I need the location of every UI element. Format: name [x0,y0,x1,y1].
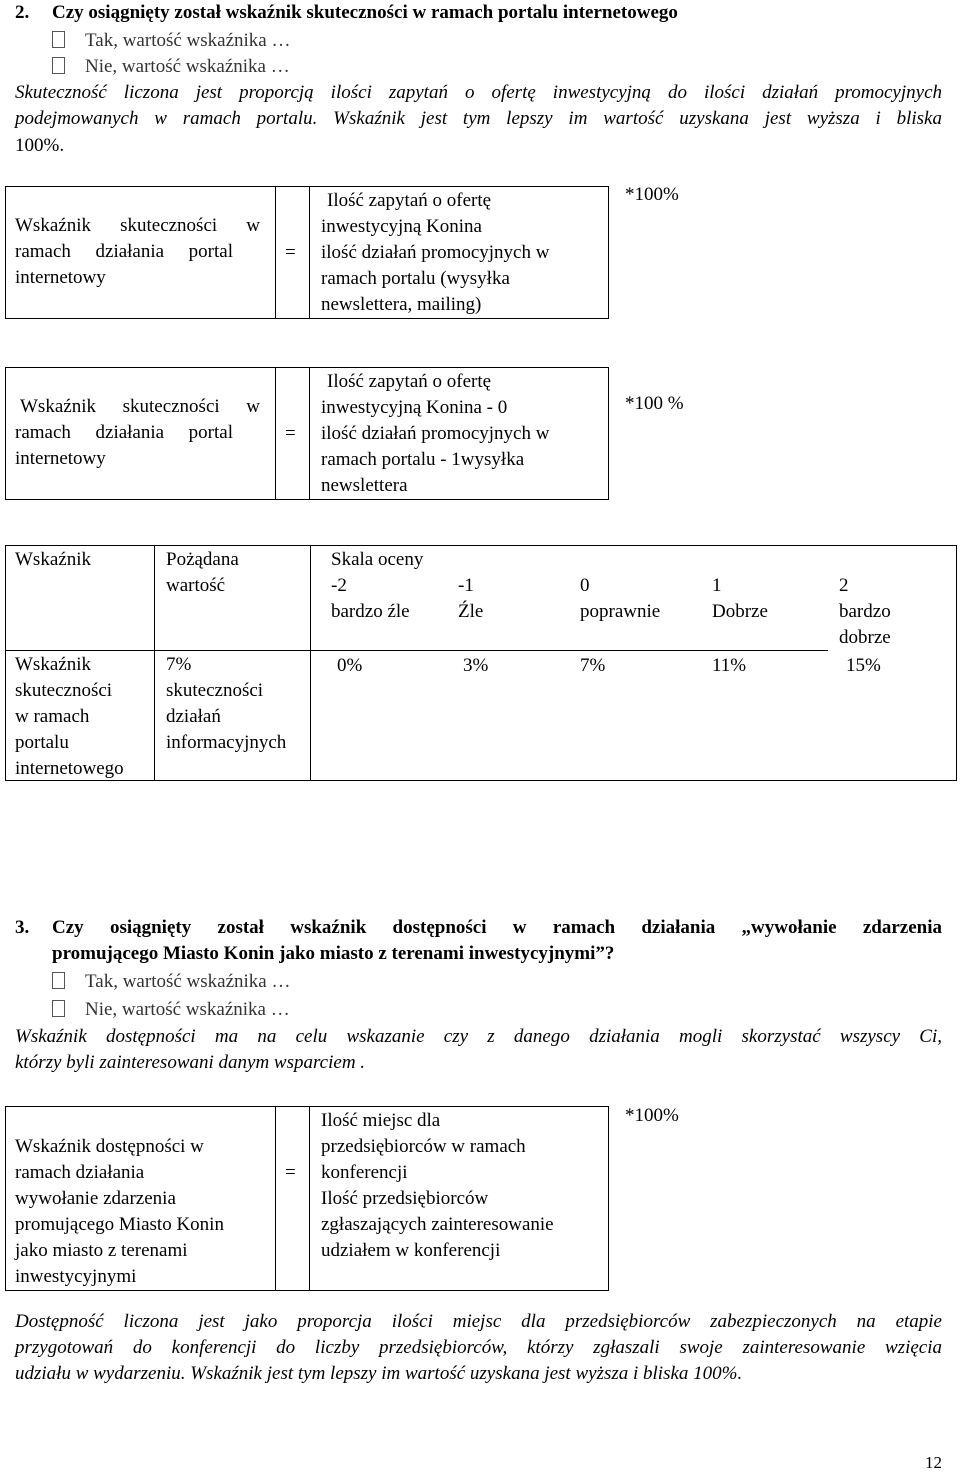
formula-3-right-line2: przedsiębiorców w ramach [321,1136,526,1157]
section-3-heading-line2: promującego Miasto Konin jako miasto z terenami inwestycyjnymi”? [52,943,615,964]
grade-label-2: bardzo dobrze [839,601,891,648]
checkbox-yes-3[interactable] [52,972,65,989]
section-3-heading-line1: Czy osiągnięty został wskaźnik dostępności w ramach działania „wywołanie zdarzenia [52,917,942,938]
row-indicator-line1: Wskaźnik [15,654,91,675]
row-value-2: 7% [580,655,606,676]
formula-2-right-line4: ramach portalu - 1wysyłka [321,449,525,470]
table-header-desired-line2: wartość [166,575,226,596]
formula-3-multiplier: *100% [625,1105,679,1126]
grade-value-m2: -2 [331,575,347,596]
checkbox-no-3[interactable] [52,1000,65,1017]
table-header-scale: Skala oceny [331,549,424,570]
section-2-desc-line2: podejmowanych w ramach portalu. Wskaźnik jest tym lepszy im wartość uzyskana jest wyższa i bliska [15,108,942,129]
formula-3-left-line2: ramach działania [15,1162,145,1183]
formula-3-right-line4: Ilość przedsiębiorców [321,1188,489,1209]
formula-2-right-line5: newslettera [321,475,408,496]
formula-3-left-line4: promującego Miasto Konin [15,1214,224,1235]
formula-2-right-line3: ilość działań promocyjnych w [321,423,550,444]
footer-note-line2: przygotowań do konferencji do liczby przedsiębiorców, którzy zgłaszali swoje zainteresowanie wzięcia [15,1337,942,1358]
row-value-3: 11% [712,655,747,676]
option-yes-row-3 [52,969,291,995]
option-no-row-3 [52,997,290,1023]
grade-label-0: poprawnie [580,601,661,622]
formula-2-left-line3: internetowy [15,448,106,469]
row-desired-line1: 7% [166,654,192,675]
option-yes-label-3: Tak, wartość wskaźnika … [85,971,291,992]
option-no-label-3: Nie, wartość wskaźnika … [85,999,290,1020]
formula-1-right-line3: ilość działań promocyjnych w [321,242,550,263]
grade-label-1: Dobrze [712,601,768,622]
grade-label-m1: Źle [458,601,484,622]
grade-value-0: 0 [580,575,590,596]
formula-3-equals: = [285,1162,296,1183]
formula-2-left-line2: ramach działania portal [15,422,233,443]
checkbox-no[interactable] [52,57,65,74]
formula-3-left-line5: jako miasto z terenami [15,1240,188,1261]
section-3-desc-line1: Wskaźnik dostępności ma na celu wskazanie czy z danego działania mogli skorzystać wszyscy Ci, [15,1026,942,1047]
formula-2-left-line1: Wskaźnik skuteczności w [20,396,260,417]
formula-1-right-line2: inwestycyjną Konina [321,216,482,237]
formula-3-right-line6: udziałem w konferencji [321,1240,501,1261]
grade-value-m1: -1 [458,575,474,596]
option-yes-row [52,28,291,54]
page-number: 12 [925,1453,942,1472]
row-value-4: 15% [846,655,881,676]
formula-3-left-line3: wywołanie zdarzenia [15,1188,176,1209]
formula-1-left-line2: ramach działania portal [15,241,233,262]
section-2-desc-line1: Skuteczność liczona jest proporcją ilości zapytań o ofertę inwestycyjną do ilości działań promocyjnych [15,82,942,103]
row-desired-line3: działań [166,706,221,727]
row-indicator-line5: internetowego [15,758,124,779]
formula-1-multiplier: *100% [625,184,679,205]
formula-3-left-line1: Wskaźnik dostępności w [15,1136,204,1157]
row-indicator-line2: skuteczności [15,680,113,701]
row-indicator-line3: w ramach [15,706,90,727]
formula-3-left-line6: inwestycyjnymi [15,1266,137,1287]
formula-1-right-line5: newslettera, mailing) [321,294,482,315]
section-2-desc-line3: 100%. [15,135,65,156]
formula-1-equals: = [285,242,296,263]
formula-2-right-line2: inwestycyjną Konina - 0 [321,397,508,418]
section-2-heading: Czy osiągnięty został wskaźnik skuteczności w ramach portalu internetowego [52,2,678,23]
section-3-number: 3. [15,917,30,938]
row-value-1: 3% [463,655,489,676]
option-no-row [52,54,290,80]
formula-1-right-line4: ramach portalu (wysyłka [321,268,510,289]
grade-label-m2: bardzo źle [331,601,410,622]
grade-value-1: 1 [712,575,722,596]
formula-1-left-line1: Wskaźnik skuteczności w [15,215,260,236]
formula-3-right-line5: zgłaszających zainteresowanie [321,1214,554,1235]
formula-2-equals: = [285,423,296,444]
formula-2-right-line1: Ilość zapytań o ofertę [327,371,492,392]
formula-3-right-line1: Ilość miejsc dla [321,1110,441,1131]
option-no-label: Nie, wartość wskaźnika … [85,56,290,77]
table-header-indicator: Wskaźnik [15,549,91,570]
row-value-0: 0% [337,655,363,676]
row-desired-line4: informacyjnych [166,732,287,753]
formula-2-multiplier: *100 % [625,393,684,414]
row-indicator-line4: portalu [15,732,69,753]
formula-1-left-line3: internetowy [15,267,106,288]
formula-3-right-line3: konferencji [321,1162,408,1183]
formula-1-right-line1: Ilość zapytań o ofertę [327,190,492,211]
grade-value-2: 2 [839,575,849,596]
table-header-desired-line1: Pożądana [166,549,239,570]
checkbox-yes[interactable] [52,31,65,48]
option-yes-label: Tak, wartość wskaźnika … [85,30,291,51]
footer-note-line1: Dostępność liczona jest jako proporcja ilości miejsc dla przedsiębiorców zabezpieczonych na etapie [15,1311,942,1332]
section-3-desc-line2: którzy byli zainteresowani danym wsparciem . [15,1052,366,1073]
footer-note-line3: udziału w wydarzeniu. Wskaźnik jest tym lepszy im wartość uzyskana jest wyższa i bliska 100%. [15,1363,743,1384]
row-desired-line2: skuteczności [166,680,264,701]
section-2-number: 2. [15,2,30,23]
